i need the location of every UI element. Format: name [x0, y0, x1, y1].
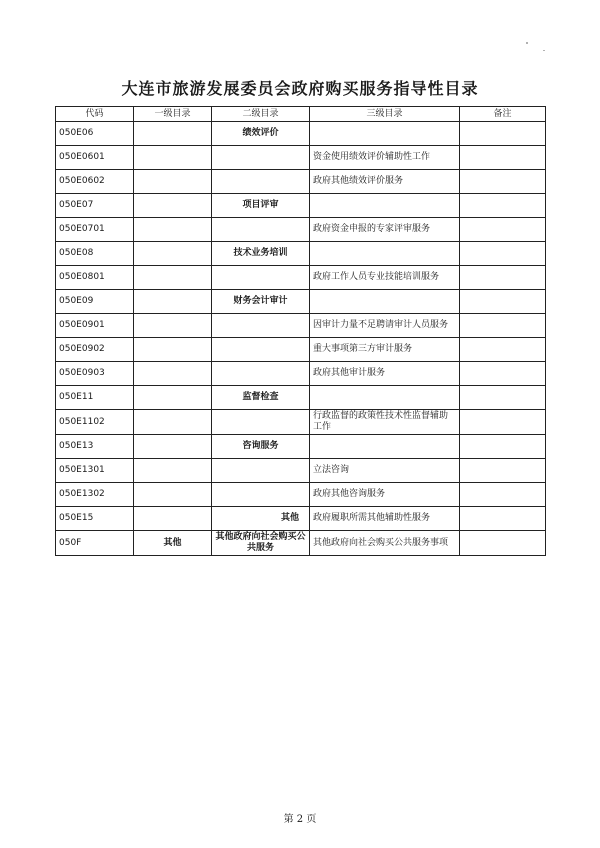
header-level2: 二级目录: [212, 107, 310, 122]
cell-remarks: [460, 410, 546, 435]
cell-level2: [212, 483, 310, 507]
cell-level1: [134, 194, 212, 218]
cell-level2: [212, 266, 310, 290]
table-row: [56, 338, 546, 362]
cell-level3: 其他政府向社会购买公共服务事项: [310, 531, 460, 556]
cell-level3: 行政监督的政策性技术性监督辅助工作: [310, 410, 460, 435]
cell-code: 050E1301: [56, 459, 134, 483]
document-title: 大连市旅游发展委员会政府购买服务指导性目录: [121, 79, 479, 98]
table-row: [56, 194, 546, 218]
table-row: [56, 459, 546, 483]
cell-remarks: [460, 483, 546, 507]
cell-level3: 政府其他审计服务: [310, 362, 460, 386]
cell-level3: [310, 194, 460, 218]
cell-code: 050E08: [56, 242, 134, 266]
cell-level1: [134, 146, 212, 170]
table-row: [56, 386, 546, 410]
cell-level3: [310, 435, 460, 459]
cell-remarks: [460, 266, 546, 290]
table-row: [56, 435, 546, 459]
cell-remarks: [460, 218, 546, 242]
table-row: [56, 410, 546, 435]
cell-code: 050E0801: [56, 266, 134, 290]
cell-code: 050E0601: [56, 146, 134, 170]
scan-speck: [526, 42, 528, 44]
cell-code: 050E07: [56, 194, 134, 218]
cell-level1: [134, 459, 212, 483]
cell-code: 050E09: [56, 290, 134, 314]
cell-level3: 政府资金申报的专家评审服务: [310, 218, 460, 242]
cell-remarks: [460, 362, 546, 386]
table-row: [56, 266, 546, 290]
cell-level2: [212, 314, 310, 338]
header-level1: 一级目录: [134, 107, 212, 122]
cell-remarks: [460, 338, 546, 362]
catalog-table: [55, 106, 546, 556]
cell-level2: 技术业务培训: [212, 242, 310, 266]
cell-level1: [134, 483, 212, 507]
cell-level2: [212, 338, 310, 362]
cell-remarks: [460, 459, 546, 483]
cell-level2: 其他: [212, 507, 310, 531]
cell-remarks: [460, 170, 546, 194]
cell-code: 050E0903: [56, 362, 134, 386]
cell-code: 050E15: [56, 507, 134, 531]
cell-level1: [134, 290, 212, 314]
cell-level3: 资金使用绩效评价辅助性工作: [310, 146, 460, 170]
cell-level3: 因审计力量不足聘请审计人员服务: [310, 314, 460, 338]
cell-level2: 监督检查: [212, 386, 310, 410]
cell-level2: [212, 459, 310, 483]
cell-level2: 项目评审: [212, 194, 310, 218]
cell-level1: [134, 435, 212, 459]
cell-remarks: [460, 290, 546, 314]
header-code: 代码: [56, 107, 134, 122]
table-row: [56, 146, 546, 170]
table-row: [56, 242, 546, 266]
cell-remarks: [460, 122, 546, 146]
cell-code: 050E13: [56, 435, 134, 459]
cell-code: 050E1102: [56, 410, 134, 435]
table-row: [56, 290, 546, 314]
cell-level3: [310, 386, 460, 410]
cell-level3: 政府工作人员专业技能培训服务: [310, 266, 460, 290]
cell-code: 050E0602: [56, 170, 134, 194]
cell-level1: [134, 266, 212, 290]
table-row: [56, 531, 546, 556]
cell-level3: [310, 122, 460, 146]
cell-code: 050E0701: [56, 218, 134, 242]
table-row: [56, 314, 546, 338]
cell-level3: [310, 290, 460, 314]
page-number: 第 2 页: [283, 814, 317, 825]
cell-level1: [134, 122, 212, 146]
cell-remarks: [460, 435, 546, 459]
table-row: [56, 170, 546, 194]
cell-remarks: [460, 386, 546, 410]
table-header-row: [56, 107, 546, 122]
cell-level1: [134, 218, 212, 242]
cell-level2: 绩效评价: [212, 122, 310, 146]
cell-level3: 重大事项第三方审计服务: [310, 338, 460, 362]
cell-code: 050E0902: [56, 338, 134, 362]
table-row: [56, 218, 546, 242]
cell-code: 050E1302: [56, 483, 134, 507]
cell-remarks: [460, 314, 546, 338]
table-row: [56, 483, 546, 507]
cell-remarks: [460, 507, 546, 531]
cell-level2: [212, 170, 310, 194]
table-row: [56, 122, 546, 146]
cell-level3: 政府其他咨询服务: [310, 483, 460, 507]
cell-code: 050E06: [56, 122, 134, 146]
cell-level1: [134, 242, 212, 266]
table-row: [56, 507, 546, 531]
cell-level3: 政府其他绩效评价服务: [310, 170, 460, 194]
cell-remarks: [460, 531, 546, 556]
cell-level3: 政府履职所需其他辅助性服务: [310, 507, 460, 531]
cell-level2: [212, 410, 310, 435]
table-row: [56, 362, 546, 386]
cell-code: 050E11: [56, 386, 134, 410]
cell-level1: [134, 410, 212, 435]
cell-level3: 立法咨询: [310, 459, 460, 483]
cell-level2: 咨询服务: [212, 435, 310, 459]
scan-speck: [543, 50, 545, 51]
cell-level2: 其他政府向社会购买公共服务: [212, 531, 310, 556]
header-level3: 三级目录: [310, 107, 460, 122]
cell-level2: [212, 362, 310, 386]
cell-code: 050E0901: [56, 314, 134, 338]
cell-level1: [134, 362, 212, 386]
cell-level2: [212, 146, 310, 170]
cell-remarks: [460, 242, 546, 266]
cell-level2: [212, 218, 310, 242]
cell-level3: [310, 242, 460, 266]
cell-code: 050F: [56, 531, 134, 556]
header-remarks: 备注: [460, 107, 546, 122]
cell-remarks: [460, 194, 546, 218]
cell-level1: [134, 314, 212, 338]
cell-level1: [134, 386, 212, 410]
cell-level2: 财务会计审计: [212, 290, 310, 314]
cell-level1: [134, 507, 212, 531]
cell-level1: [134, 170, 212, 194]
cell-level1: 其他: [134, 531, 212, 556]
cell-remarks: [460, 146, 546, 170]
cell-level1: [134, 338, 212, 362]
